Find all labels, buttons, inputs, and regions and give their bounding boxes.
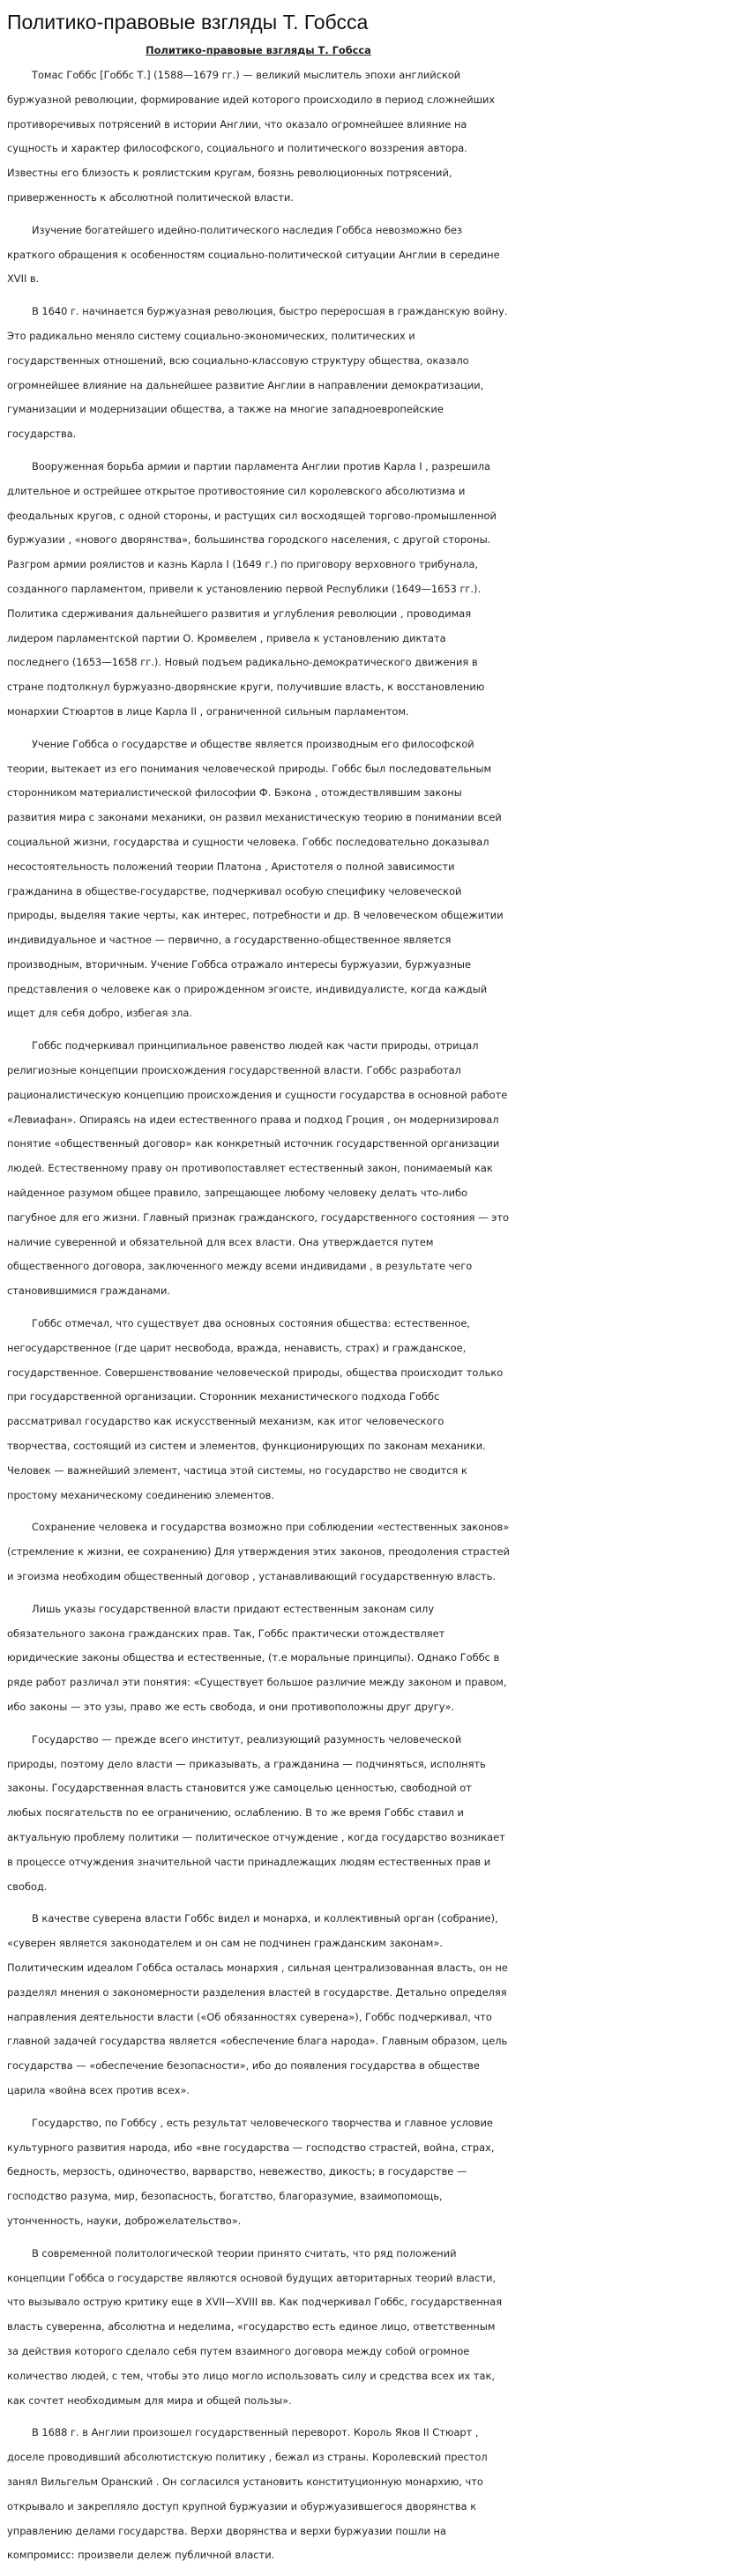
paragraph: В качестве суверена власти Гоббс видел и монарха, и коллективный орган (собрание), «суверен является законодателем и он сам не подчинен гражданским законам». Политическим идеалом Гоббса осталась монархия , сильная централизованная власть, он не разделял мнения о закономерности разделения властей в государстве. Детально определяя направления деятельности власти («Об обязанностях суверена»), Гоббс подчеркивал, что главной задачей государства является «обеспечение блага народа». Главным образом, цель государства — «обеспечение безопасности», ибо до появления государства в обществе царила «война всех против всех». bbox=[7, 1912, 508, 2096]
page-title: Политико-правовые взгляды Т. Гобсса bbox=[7, 11, 369, 34]
paragraph: Учение Гоббса о государстве и обществе является производным его философской теории, вытекает из его понимания человеческой природы. Гоббс был последовательным сторонником материалистической философии Ф. Бэкона , отождествлявшим законы развития мира с законами механики, он развил механистическую теорию в понимании всей социальной жизни, государства и сущности человека. Гоббс последовательно доказывал несостоятельность положений теории Платона , Аристотеля о полной зависимости гражданина в обществе-государстве, подчеркивал особую специфику человеческой природы, выделяя такие черты, как интерес, потребности и др. В человеческом общежитии индивидуальное и частное — первично, а государственно-общественное является производным, вторичным. Учение Гоббса отражало интересы буржуазии, буржуазные представления о человеке как о прирожденном эгоисте, индивидуалисте, когда каждый ищет для себя добро, избегая зла. bbox=[7, 737, 504, 1020]
article-body bbox=[7, 44, 510, 2576]
paragraph: Томас Гоббс [Гоббс Т.] (1588—1679 гг.) — великий мыслитель эпохи английской буржуазной революции, формирование идей которого происходило в период сложнейших противоречивых потрясений в истории Англии, что оказало огромнейшее влияние на сущность и характер философского, социального и политического воззрения автора. Известны его близость к роялистским кругам, боязнь революционных потрясений, приверженность к абсолютной политической власти. bbox=[7, 69, 496, 204]
paragraph: Лишь указы государственной власти придают естественным законам силу обязательного закона гражданских прав. Так, Гоббс практически отождествляет юридические законы общества и естественные, (т.е моральные принципы). Однако Гоббс в ряде работ различал эти понятия: «Существует большое различие между законом и правом, ибо законы — это узы, право же есть свобода, и они противоположны друг другу». bbox=[7, 1602, 507, 1713]
paragraph: Гоббс отмечал, что существует два основных состояния общества: естественное, негосударственное (где царит несвобода, вражда, ненависть, страх) и гражданское, государственное. Совершенствование человеческой природы, общества происходит только при государственной организации. Сторонник механистического подхода Гоббс рассматривал государство как искусственный механизм, как итог человеческого творчества, состоящий из систем и элементов, функционирующих по законам механики. Человек — важнейший элемент, частица этой системы, но государство не сводится к простому механическому соединению элементов. bbox=[7, 1317, 504, 1501]
paragraph: Государство, по Гоббсу , есть результат человеческого творчества и главное условие культурного развития народа, ибо «вне государства — господство страстей, война, страх, бедность, мерзость, одиночество, варварство, невежество, дикость; в государстве — господство разума, мир, безопасность, богатство, благоразумие, взаимопомощь, утонченность, науки, доброжелательство». bbox=[7, 2116, 495, 2227]
paragraph: В 1688 г. в Англии произошел государственный переворот. Король Яков II Стюарт , доселе проводивший абсолютистскую политику , бежал из страны. Королевский престол занял Вильгельм Оранский . Он согласился установить конституционную монархию, что открывало и закрепляло доступ крупной буржуазии и обуржуазившегося дворянства к управлению делами государства. Верхи дворянства и верхи буржуазии пошли на компромисс: произвели дележ публичной власти. bbox=[7, 2426, 488, 2562]
article-heading: Политико-правовые взгляды Т. Гобсса bbox=[146, 44, 371, 56]
paragraph: Вооруженная борьба армии и партии парламента Англии против Карла I , разрешила длительное и острейшее открытое противостояние сил королевского абсолютизма и феодальных кругов, с одной стороны, и растущих сил восходящей торгово-промышленной буржуазии , «нового дворянства», большинства городского населения, с другой стороны. Разгром армии роялистов и казнь Карла I (1649 г.) по приговору верховного трибунала, созданного парламентом, привели к установлению первой Республики (1649—1653 гг.). Политика сдерживания дальнейшего развития и углубления революции , проводимая лидером парламентской партии О. Кромвелем , привела к установлению диктата последнего (1653—1658 гг.). Новый подъем радикально-демократического движения в стране подтолкнул буржуазно-дворянские круги, получившие власть, к восстановлению монархии Стюартов в лице Карла II , ограниченной сильным парламентом. bbox=[7, 459, 497, 718]
paragraph: В 1640 г. начинается буржуазная революция, быстро переросшая в гражданскую войну. Это радикально меняло систему социально-экономических, политических и государственных отношений, всю социально-классовую структуру общества, оказало огромнейшее влияние на дальнейшее развитие Англии в направлении демократизации, гуманизации и модернизации общества, а также на многие западноевропейские государства. bbox=[7, 305, 508, 441]
paragraph: В современной политологической теории принято считать, что ряд положений концепции Гоббса о государстве являются основой будущих авторитарных теорий власти, что вызывало острую критику еще в XVII—XVIII вв. Как подчеркивал Гоббс, государственная власть суверенна, абсолютна и неделима, «государство есть единое лицо, ответственным за действия которого сделало себя путем взаимного договора между собой огромное количество людей, с тем, чтобы это лицо могло использовать силу и средства всех их так, как сочтет необходимым для мира и общей пользы». bbox=[7, 2246, 503, 2407]
paragraph: Гоббс подчеркивал принципиальное равенство людей как части природы, отрицал религиозные концепции происхождения государственной власти. Гоббс разработал рационалистическую концепцию происхождения и сущности государства в основной работе «Левиафан». Опираясь на идеи естественного права и подход Гроция , он модернизировал понятие «общественный договор» как конкретный источник государственной организации людей. Естественному праву он противопоставляет естественный закон, понимаемый как найденное разумом общее правило, запрещающее любому человеку делать что-либо пагубное для его жизни. Главный признак гражданского, государственного состояния — это наличие суверенной и обязательной для всех власти. Она утверждается путем общественного договора, заключенного между всеми индивидами , в результате чего становившимися гражданами. bbox=[7, 1039, 510, 1298]
paragraph: Изучение богатейшего идейно-политического наследия Гоббса невозможно без краткого обращения к особенностям социально-политической ситуации Англии в середине XVII в. bbox=[7, 223, 500, 286]
paragraph: Сохранение человека и государства возможно при соблюдении «естественных законов» (стремление к жизни, ее сохранению) Для утверждения этих законов, преодоления страстей и эгоизма необходим общественный договор , устанавливающий государственную власть. bbox=[7, 1521, 510, 1583]
paragraph: Государство — прежде всего институт, реализующий разумность человеческой природы, поэтому дело власти — приказывать, а гражданина — подчиняться, исполнять законы. Государственная власть становится уже самоцелью ценностью, свободной от любых посягательств по ее ограничению, ослаблению. В то же время Гоббс ставил и актуальную проблему политики — политическое отчуждение , когда государство возникает в процессе отчуждения значительной части принадлежащих людям естественных прав и свобод. bbox=[7, 1732, 505, 1893]
